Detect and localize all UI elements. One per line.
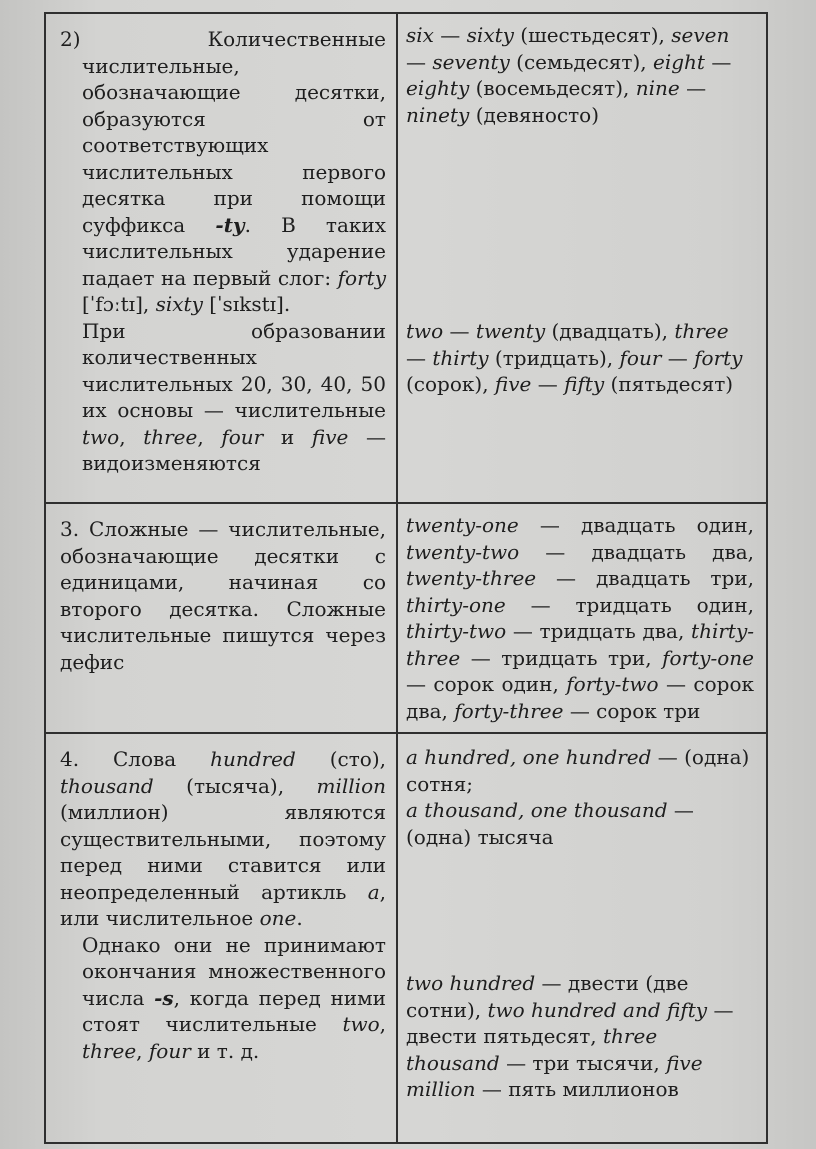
example-item: two — twenty (двадцать), xyxy=(406,319,675,343)
examples-list xyxy=(406,970,754,1103)
examples-cell-compound xyxy=(397,503,767,733)
suffix-ty: -ty xyxy=(215,212,245,237)
suffix-s: -s xyxy=(154,985,174,1010)
examples-cell-hundreds xyxy=(397,733,767,1143)
example-item: nine — ninety (девяносто) xyxy=(406,76,707,127)
example-item: thirty-three — тридцать три, xyxy=(406,619,754,670)
example-item: two hundred — двести (две сотни), xyxy=(406,971,689,1022)
rule-text-compound: 3. Сложные — числительные, обозначающие десятки с единицами, начиная со второго десятка. Сложные числительные пишутся через дефис xyxy=(60,517,386,674)
example-item: a thousand, one thousand — (одна) тысяча xyxy=(406,798,694,849)
example-item: three thousand — три тысячи, xyxy=(406,1024,667,1075)
example-item: forty-one — сорок один, xyxy=(406,645,754,696)
example-item: forty-two — сорок два, xyxy=(406,672,754,723)
rule-cell-tens xyxy=(45,13,397,503)
examples-list xyxy=(406,22,754,128)
rule-number: 2) xyxy=(60,27,81,51)
example-item: two hundred and fifty — двести пятьдесят, xyxy=(406,997,734,1048)
rule-text-tens-part2: При образовании количественных числительных 20, 30, 40, 50 их основы — числительные two, three, four и five — видоизменяются xyxy=(82,318,387,475)
example-item: twenty-two — двадцать два, xyxy=(406,539,754,564)
transcription: [ˈsɪkstɪ]. xyxy=(202,292,291,316)
numerals-rules-table xyxy=(44,12,768,1144)
transcription: [ˈfɔːtɪ], xyxy=(82,292,156,316)
example-item: eight — eighty (восемьдесят), xyxy=(406,49,732,100)
example-item: four — forty (сорок), xyxy=(406,345,743,396)
examples-list xyxy=(406,512,754,724)
rule-text-hundreds-part2: Однако они не принимают окончания множественного числа -s, когда перед ними стоят числительные two, three, four и т. д. xyxy=(82,932,386,1063)
examples-cell-tens xyxy=(397,13,767,503)
table-row-tens xyxy=(45,13,767,503)
table-row-compound xyxy=(45,503,767,733)
rule-text-hundreds: 4. Слова hundred (сто), thousand (тысяча), million (миллион) являются существительными, поэтому перед ними ставится или неопределенный артикль a, или числительное one. xyxy=(60,747,386,930)
rule-cell-hundreds xyxy=(45,733,397,1143)
example-item: thirty-one — тридцать один, xyxy=(406,592,754,617)
rule-cell-compound xyxy=(45,503,397,733)
example-item: twenty-three — двадцать три, xyxy=(406,566,754,590)
table-row-hundreds xyxy=(45,733,767,1143)
example-item: six — sixty (шестьдесят), xyxy=(406,23,672,47)
example-item: thirty-two — тридцать два, xyxy=(406,619,692,643)
example-item: five million — пять миллионов xyxy=(406,1050,703,1101)
example-item: a hundred, one hundred — (одна) сотня; xyxy=(406,745,750,796)
rule-text-tens: 2) Количественные числительные, обозначающие десятки, образуются от соответствующих числительных первого десятка при помощи суффикса -ty. В таких числительных ударение падает на первый слог: forty [ˈfɔːtɪ], sixty [ˈsɪkstɪ]. xyxy=(60,27,387,316)
examples-list xyxy=(406,318,754,398)
example-item: seven — seventy (семьдесят), xyxy=(406,23,730,74)
example-item: three — thirty (тридцать), xyxy=(406,319,729,370)
example-item: twenty-one — двадцать один, xyxy=(406,513,754,537)
example-item: forty-three — сорок три xyxy=(454,698,701,723)
example-item: five — fifty (пятьдесят) xyxy=(494,372,734,396)
